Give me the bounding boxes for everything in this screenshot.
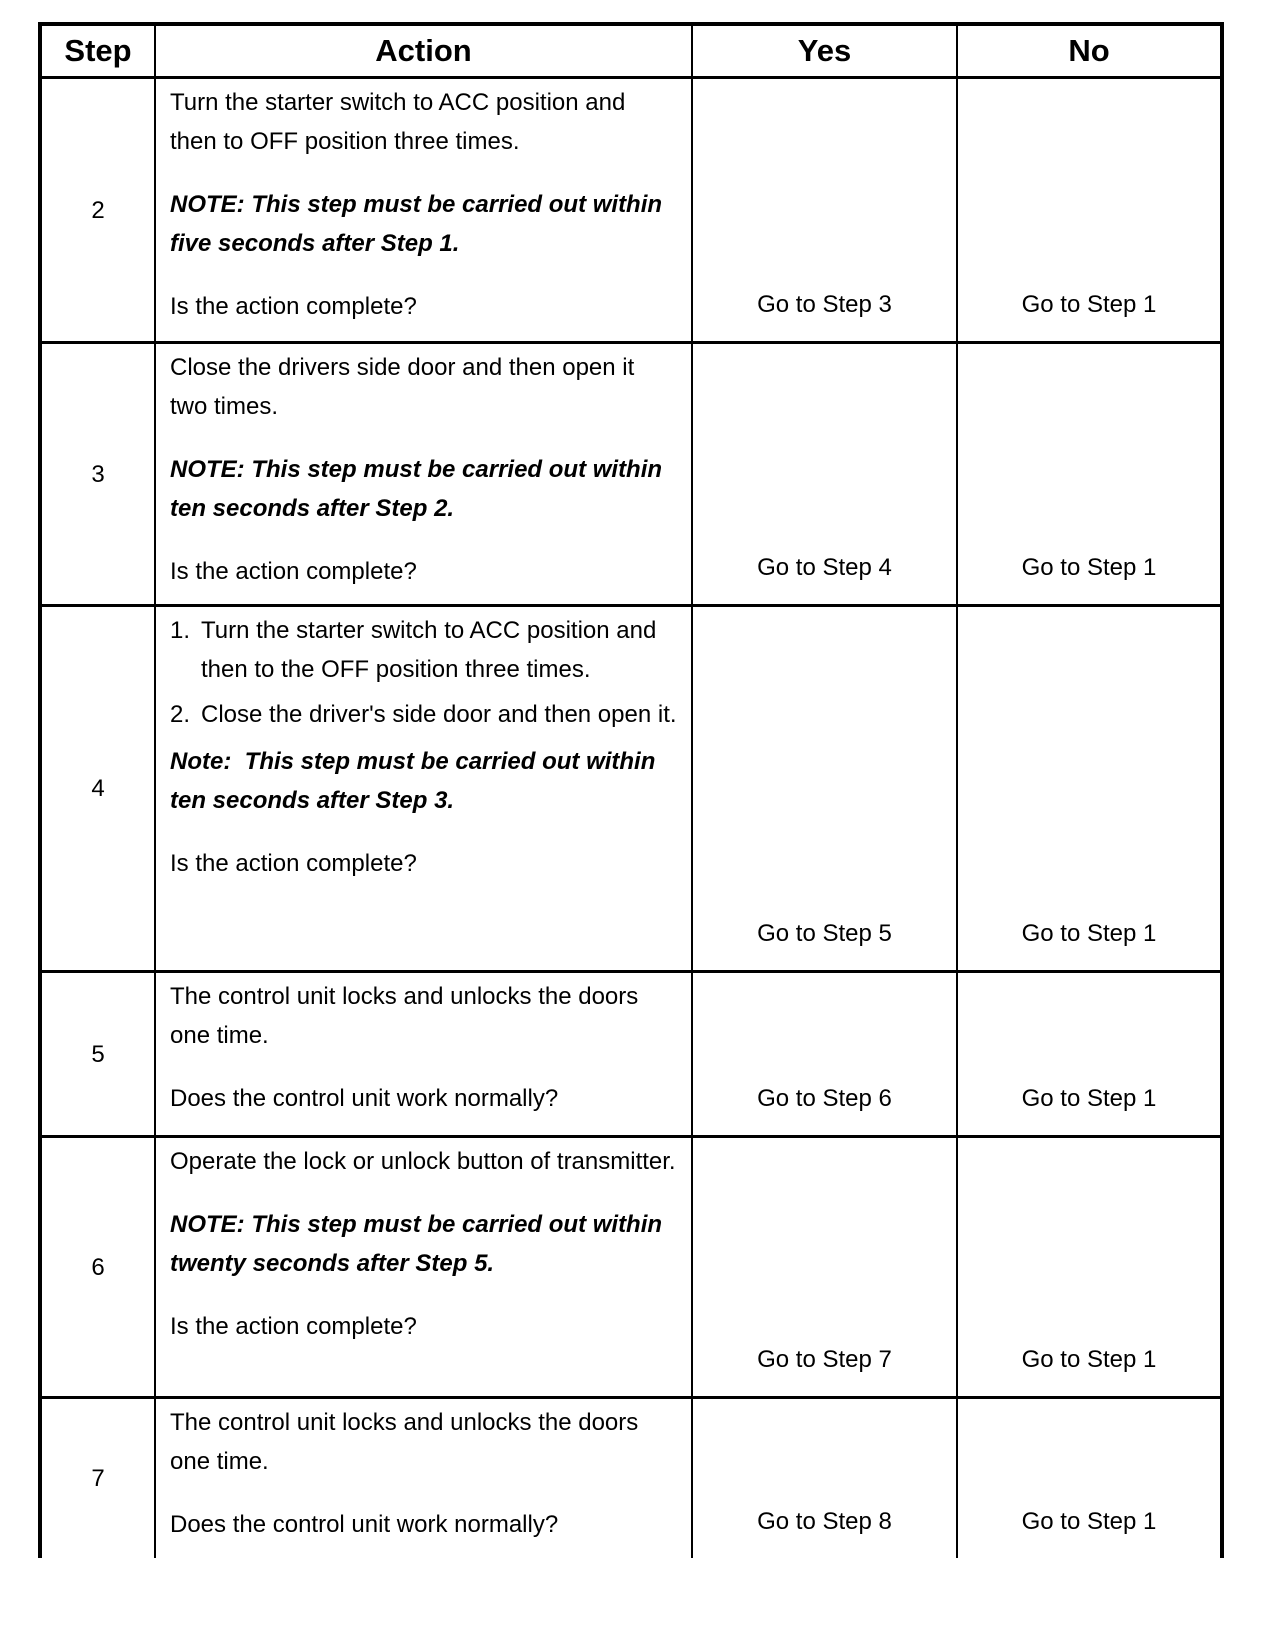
yes-result: Go to Step 5 [692,606,957,972]
list-item [170,611,677,689]
yes-result: Go to Step 3 [692,78,957,343]
action-text: Turn the starter switch to ACC position and then to OFF position three times. [170,89,626,155]
header-no: No [957,24,1222,78]
step-number: 2 [40,78,155,343]
step-number: 7 [40,1398,155,1558]
header-yes: Yes [692,24,957,78]
header-action: Action [155,24,692,78]
yes-result: Go to Step 7 [692,1137,957,1398]
no-result: Go to Step 1 [957,78,1222,343]
list-item-number: 2. [170,701,191,728]
table-row [40,1398,1222,1558]
question-text: Does the control unit work normally? [170,1085,559,1112]
diagnostic-table [38,22,1224,1558]
list-item-text: Close the driver's side door and then open it. [201,701,677,728]
action-cell [155,343,692,606]
question-text: Is the action complete? [170,558,417,585]
question-text: Is the action complete? [170,1313,417,1340]
action-cell [155,78,692,343]
list-item-number: 1. [170,617,191,644]
step-number: 6 [40,1137,155,1398]
list-item [170,695,677,734]
question-text: Is the action complete? [170,293,417,320]
action-list [170,611,677,734]
action-text: The control unit locks and unlocks the doors one time. [170,983,639,1049]
no-result: Go to Step 1 [957,343,1222,606]
step-number: 3 [40,343,155,606]
no-result: Go to Step 1 [957,1137,1222,1398]
note-text: Note: This step must be carried out within ten seconds after Step 3. [170,748,663,814]
header-row [40,24,1222,78]
header-step: Step [40,24,155,78]
note-text: NOTE: This step must be carried out within ten seconds after Step 2. [170,456,663,522]
list-item-text: Turn the starter switch to ACC position and then to the OFF position three times. [201,617,657,683]
table-row [40,78,1222,343]
table-row [40,1137,1222,1398]
question-text: Does the control unit work normally? [170,1511,559,1538]
action-cell [155,1398,692,1558]
table-row [40,343,1222,606]
table-row [40,606,1222,972]
note-text: NOTE: This step must be carried out within twenty seconds after Step 5. [170,1211,663,1277]
action-cell [155,972,692,1137]
note-text: NOTE: This step must be carried out within five seconds after Step 1. [170,191,663,257]
step-number: 4 [40,606,155,972]
action-text: Operate the lock or unlock button of transmitter. [170,1148,676,1175]
table-row [40,972,1222,1137]
action-text: The control unit locks and unlocks the doors one time. [170,1409,639,1475]
action-text: Close the drivers side door and then open it two times. [170,354,635,420]
no-result: Go to Step 1 [957,972,1222,1137]
action-cell [155,1137,692,1398]
yes-result: Go to Step 6 [692,972,957,1137]
no-result: Go to Step 1 [1021,1507,1157,1535]
question-text: Is the action complete? [170,850,417,877]
step-number: 5 [40,972,155,1137]
no-result: Go to Step 1 [957,606,1222,972]
yes-result: Go to Step 8 [692,1398,957,1558]
yes-result: Go to Step 4 [692,343,957,606]
action-cell [155,606,692,972]
